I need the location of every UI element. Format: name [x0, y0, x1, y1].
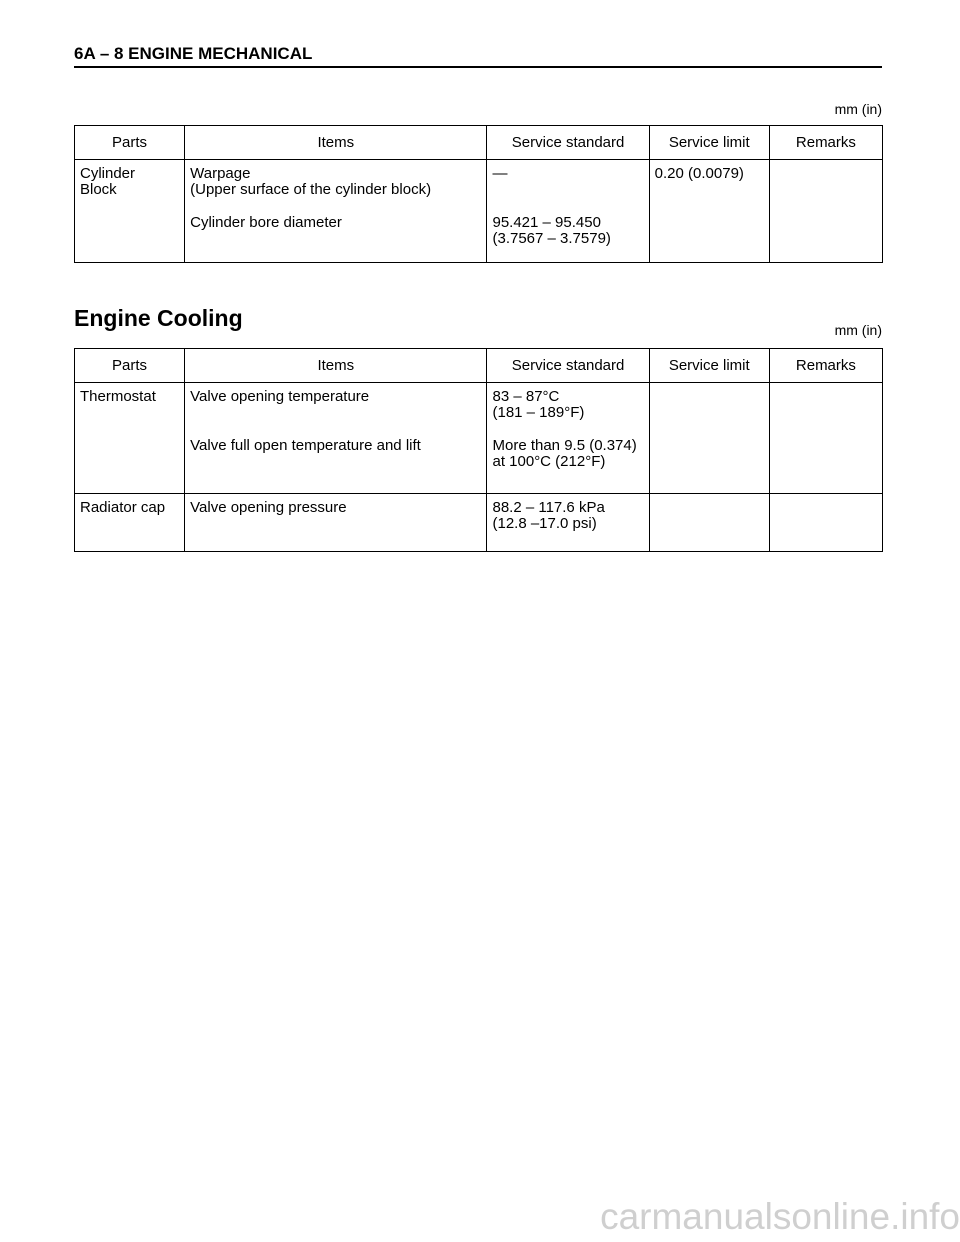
column-header-remarks: Remarks [769, 349, 882, 383]
table-header-row [75, 126, 883, 160]
standard-text: 88.2 – 117.6 kPa [492, 499, 605, 516]
service-standard-cell [487, 160, 649, 263]
service-standard-cell [487, 494, 649, 552]
column-header-service-standard: Service standard [487, 126, 649, 160]
column-header-items: Items [185, 126, 487, 160]
parts-cell [75, 494, 185, 552]
standard-text: (12.8 –17.0 psi) [492, 515, 597, 532]
remarks-cell [769, 160, 882, 263]
items-cell [185, 160, 487, 263]
cylinder-block-spec-table [74, 125, 883, 263]
page-header: 6A – 8 ENGINE MECHANICAL [74, 44, 882, 68]
parts-cell [75, 383, 185, 494]
standard-text: (3.7567 – 3.7579) [492, 230, 611, 247]
service-limit-cell [649, 494, 769, 552]
limit-text: 0.20 (0.0079) [654, 165, 744, 182]
item-text: (Upper surface of the cylinder block) [190, 181, 432, 198]
item-text: Warpage [190, 165, 251, 182]
standard-text: 95.421 – 95.450 [492, 214, 601, 231]
items-cell [185, 383, 487, 494]
section-title: Engine Cooling [74, 305, 243, 331]
standard-text: (181 – 189°F) [492, 404, 585, 421]
parts-text: Block [80, 181, 117, 198]
item-text: Valve full open temperature and lift [190, 437, 421, 454]
watermark: carmanualsonline.info [600, 1196, 960, 1237]
unit-label: mm (in) [834, 101, 882, 117]
item-text: Cylinder bore diameter [190, 214, 342, 231]
column-header-service-limit: Service limit [649, 349, 769, 383]
column-header-service-standard: Service standard [487, 349, 649, 383]
items-cell [185, 494, 487, 552]
parts-cell [75, 160, 185, 263]
column-header-parts: Parts [75, 349, 185, 383]
table-row [75, 494, 883, 552]
table-row [75, 383, 883, 494]
standard-text: 83 – 87°C [492, 388, 560, 405]
service-limit-cell [649, 160, 769, 263]
column-header-parts: Parts [75, 126, 185, 160]
column-header-items: Items [185, 349, 487, 383]
parts-text: Thermostat [80, 388, 156, 405]
engine-cooling-spec-table [74, 348, 883, 552]
remarks-cell [769, 383, 882, 494]
service-standard-cell [487, 383, 649, 494]
service-limit-cell [649, 383, 769, 494]
item-text: Valve opening temperature [190, 388, 370, 405]
parts-text: Cylinder [80, 165, 136, 182]
table-row [75, 160, 883, 263]
remarks-cell [769, 494, 882, 552]
unit-label: mm (in) [834, 322, 882, 338]
standard-text: at 100°C (212°F) [492, 453, 606, 470]
parts-text: Radiator cap [80, 499, 166, 516]
column-header-remarks: Remarks [769, 126, 882, 160]
column-header-service-limit: Service limit [649, 126, 769, 160]
table-header-row [75, 349, 883, 383]
standard-text: More than 9.5 (0.374) [492, 437, 637, 454]
item-text: Valve opening pressure [190, 499, 347, 516]
standard-text: — [492, 165, 508, 182]
